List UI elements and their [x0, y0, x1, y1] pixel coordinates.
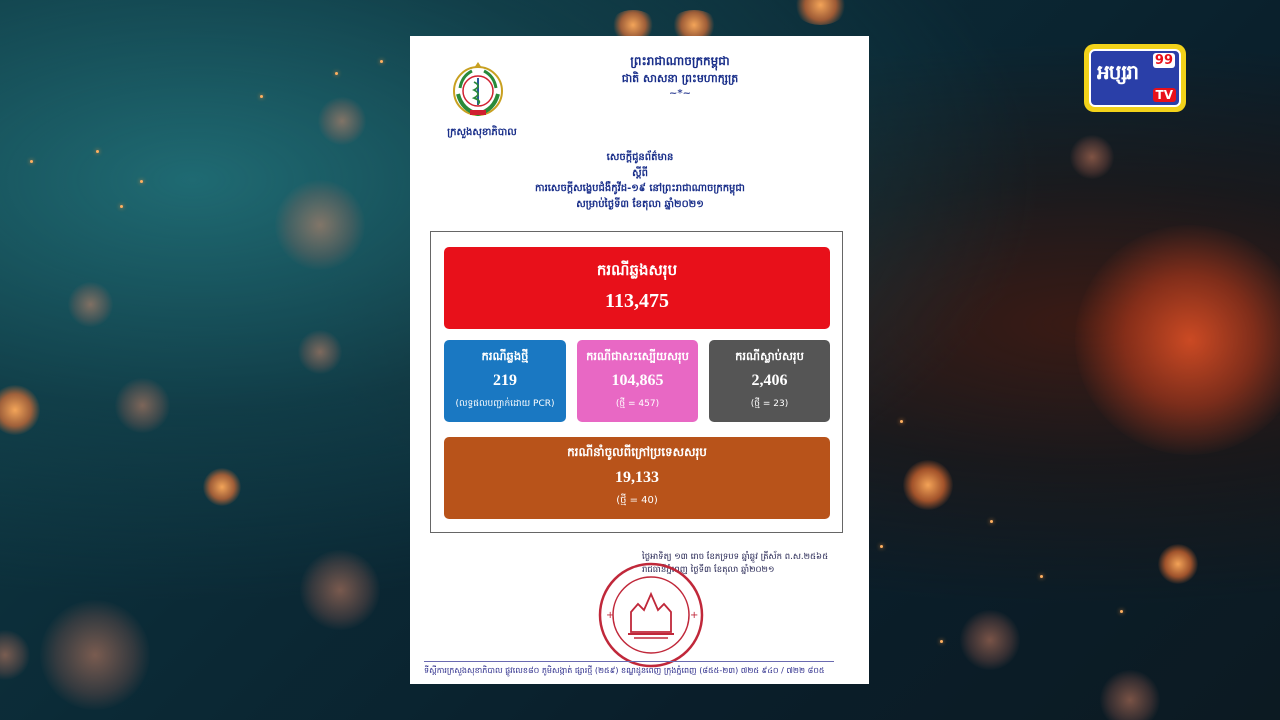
imported-cases-note: (ថ្មី = 40): [616, 495, 658, 506]
recovered-note: (ថ្មី = 457): [615, 399, 660, 409]
document-heading: [470, 150, 810, 212]
total-cases-card: [444, 247, 830, 329]
footer-divider: [424, 661, 834, 662]
heading-line-2: ស្ដីពី: [632, 167, 648, 179]
ministry-name: ក្រសួងសុខាភិបាល: [447, 127, 517, 138]
kingdom-motto: [550, 52, 810, 100]
new-cases-value: 219: [493, 372, 517, 389]
heading-line-1: សេចក្ដីជូនព័ត៌មាន: [606, 152, 674, 163]
channel-logo: [1084, 44, 1186, 112]
new-cases-card: [444, 340, 566, 422]
national-motto: ជាតិ សាសនា ព្រះមហាក្សត្រ: [621, 72, 739, 85]
motto-ornament: ~*~: [669, 88, 691, 99]
deaths-note: (ថ្មី = 23): [750, 399, 789, 409]
kingdom-name: ព្រះរាជាណាចក្រកម្ពុជា: [630, 54, 730, 68]
total-cases-value: 113,475: [605, 290, 669, 312]
svg-text:+: +: [690, 610, 699, 621]
imported-cases-card: [444, 437, 830, 519]
recovered-card: [577, 340, 698, 422]
footer-address: ទីស្ដីការក្រសួងសុខាភិបាល ផ្លូវលេខ៨០ ភូមិសង្កាត់ ផ្សារថ្មី (២៥៩) ខណ្ឌដូនពេញ ក្រុងភ្នំពេញ (៨៥៥-២៣) ៧២៥ ៩៤០ / ៧២២ ៨០៥: [424, 666, 825, 675]
official-seal-icon: [596, 560, 706, 670]
svg-text:+: +: [606, 610, 615, 621]
recovered-label: ករណីជាសះស្បើយសរុប: [586, 349, 689, 363]
deaths-value: 2,406: [751, 372, 788, 389]
lunar-date: ថ្ងៃអាទិត្យ ១៣ រោច ខែភទ្របទ ឆ្នាំឆ្លូវ ត្រីស័ក ព.ស.២៥៦៥: [642, 552, 829, 562]
channel-logo-word: អប្សរា: [1097, 60, 1139, 84]
imported-cases-label: ករណីនាំចូលពីក្រៅប្រទេសសរុប: [567, 445, 707, 459]
channel-logo-tv: TV: [1153, 88, 1176, 102]
heading-line-4: សម្រាប់ថ្ងៃទី៣ ខែតុលា ឆ្នាំ២០២១: [576, 198, 704, 210]
solar-date: រាជធានីភ្នំពេញ ថ្ងៃទី៣ ខែតុលា ឆ្នាំ២០២១: [642, 565, 775, 575]
covid-stats-panel: [430, 231, 843, 533]
new-cases-label: ករណីឆ្លងថ្មី: [481, 349, 529, 363]
deaths-label: ករណីស្លាប់សរុប: [735, 349, 804, 363]
total-cases-label: ករណីឆ្លងសរុប: [596, 261, 678, 279]
deaths-card: [709, 340, 830, 422]
ministry-emblem-icon: [448, 58, 508, 120]
channel-logo-number: 99: [1154, 53, 1173, 68]
heading-line-3: ការសេចក្ដីសង្ខេបជំងឺកូវីដ-១៩ នៅព្រះរាជាណាចក្រកម្ពុជា: [535, 183, 745, 194]
channel-logo-inner: [1089, 49, 1181, 107]
press-release-document: [410, 36, 869, 684]
new-cases-note: (លទ្ធផលបញ្ជាក់ដោយ PCR): [455, 399, 555, 409]
imported-cases-value: 19,133: [615, 469, 659, 486]
recovered-value: 104,865: [611, 372, 664, 389]
